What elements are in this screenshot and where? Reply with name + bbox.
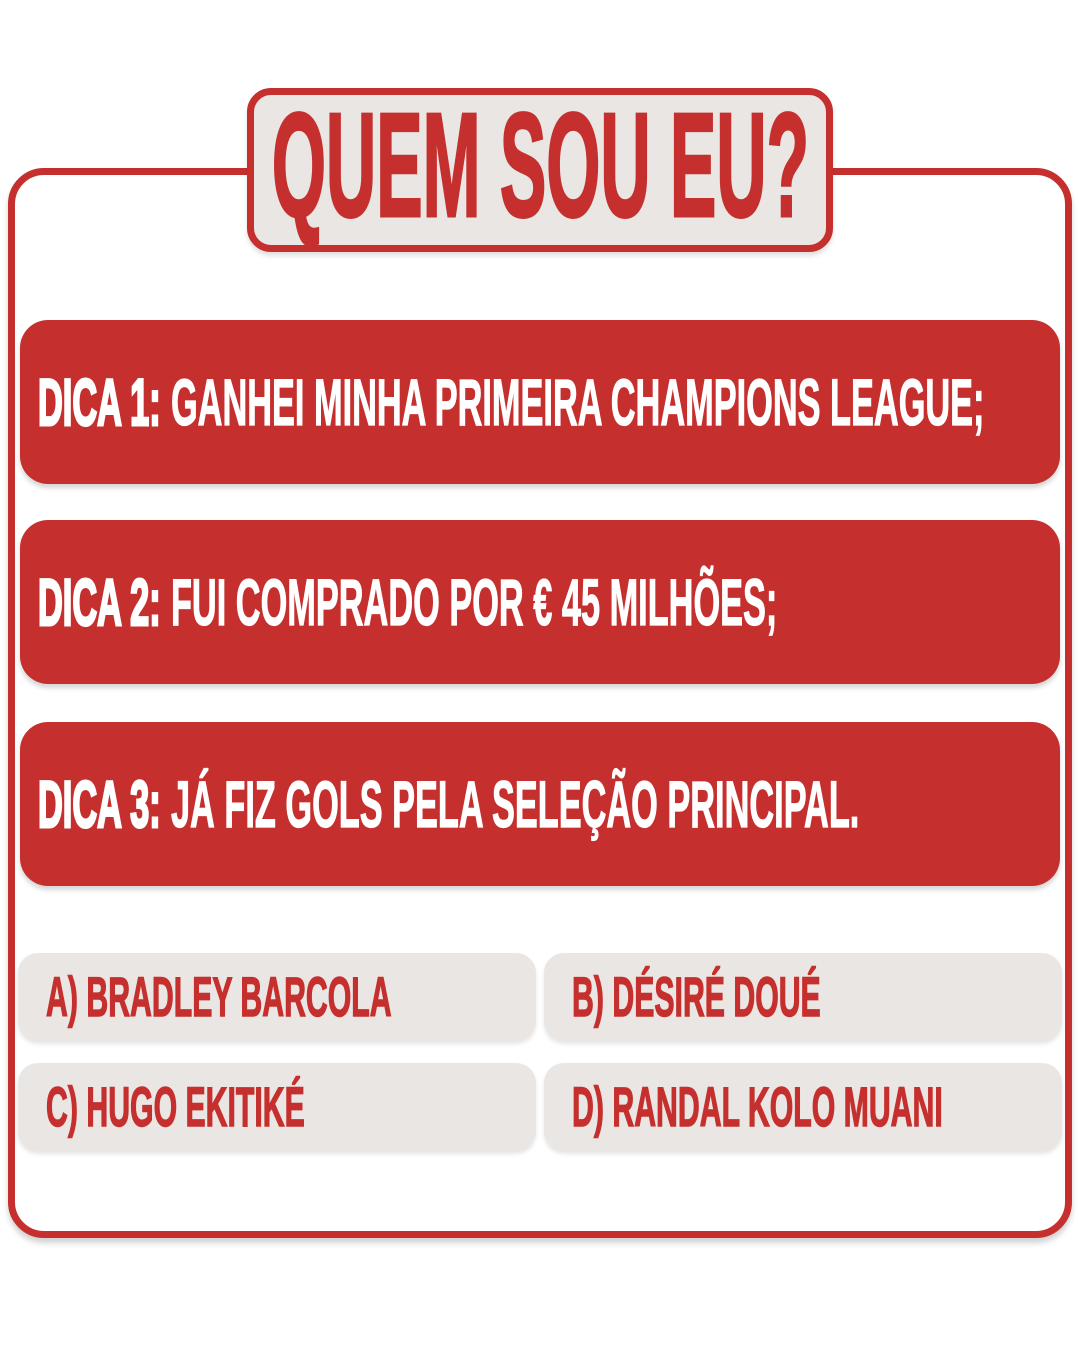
answer-c-line <box>46 1075 305 1138</box>
quiz-title-box <box>247 83 833 252</box>
answer-a-line <box>46 965 392 1028</box>
answer-a-name: BRADLEY BARCOLA <box>86 965 392 1028</box>
answer-d-letter: D) <box>572 1075 604 1138</box>
hint-dica-3 <box>20 722 1060 886</box>
hint-1-text: GANHEI MINHA PRIMEIRA CHAMPIONS LEAGUE; <box>170 365 985 439</box>
answer-option-a[interactable] <box>18 953 536 1041</box>
hint-2-label: DICA 2: <box>38 565 161 639</box>
hint-dica-2 <box>20 520 1060 684</box>
answer-option-c[interactable] <box>18 1063 536 1151</box>
hint-dica-1 <box>20 320 1060 484</box>
hint-3-text: JÁ FIZ GOLS PELA SELEÇÃO PRINCIPAL. <box>170 767 860 841</box>
hint-1-label: DICA 1: <box>38 365 161 439</box>
answer-d-line <box>572 1075 943 1138</box>
hint-3-line <box>38 767 860 841</box>
answer-d-name: RANDAL KOLO MUANI <box>612 1075 943 1138</box>
hint-2-line <box>38 565 778 639</box>
answer-a-letter: A) <box>46 965 78 1028</box>
hint-1-line <box>38 365 985 439</box>
hint-2-text: FUI COMPRADO POR € 45 MILHÕES; <box>170 565 778 639</box>
answer-c-letter: C) <box>46 1075 78 1138</box>
answer-b-line <box>572 965 821 1028</box>
answer-b-letter: B) <box>572 965 604 1028</box>
answer-option-b[interactable] <box>544 953 1062 1041</box>
hint-3-label: DICA 3: <box>38 767 161 841</box>
answer-option-d[interactable] <box>544 1063 1062 1151</box>
quiz-title: QUEM SOU EU? <box>271 83 809 248</box>
answer-b-name: DÉSIRÉ DOUÉ <box>612 965 821 1028</box>
answer-c-name: HUGO EKITIKÉ <box>86 1075 305 1138</box>
